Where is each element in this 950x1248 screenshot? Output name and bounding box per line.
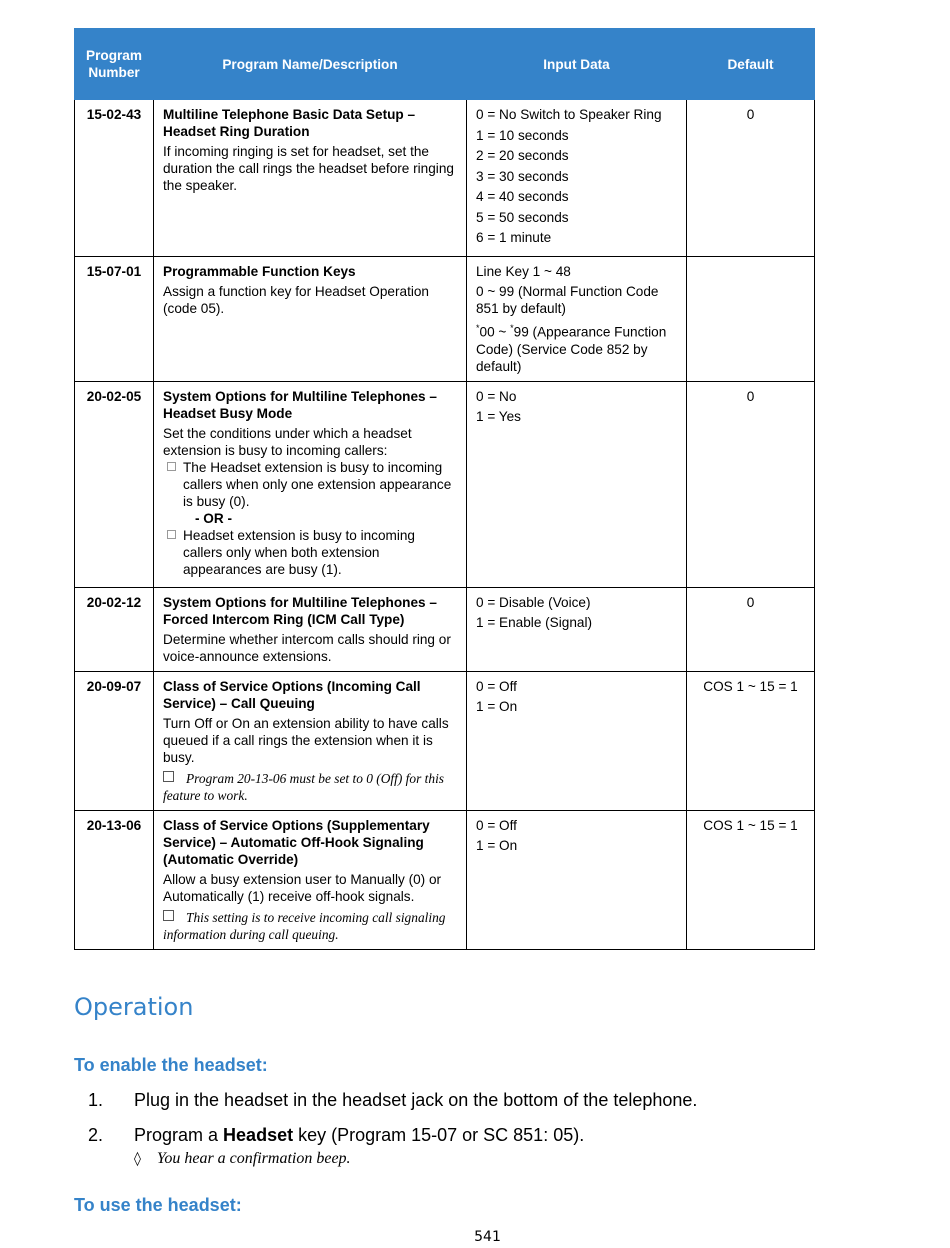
program-number: 20-02-05: [75, 381, 154, 587]
header-program-number: Program Number: [75, 29, 154, 100]
bullet-text: Headset extension is busy to incoming callers only when both extension appearances are busy (1).: [183, 527, 415, 577]
input-option: 1 = On: [476, 838, 518, 854]
program-description-cell: [154, 100, 467, 257]
header-default: Default: [687, 29, 815, 100]
input-option: 2 = 20 seconds: [476, 148, 569, 163]
step-number: 1.: [88, 1090, 104, 1110]
input-data-cell: [467, 587, 687, 671]
input-option: 3 = 30 seconds: [476, 168, 569, 184]
input-data-cell: [467, 381, 687, 587]
program-number: 20-02-12: [75, 587, 154, 671]
input-option-appearance: [476, 320, 677, 375]
note-icon: [163, 910, 174, 921]
input-option: 1 = Enable (Signal): [476, 615, 592, 631]
step-result: [134, 1150, 351, 1168]
input-option: 0 = Disable (Voice): [476, 594, 591, 610]
program-title: Multiline Telephone Basic Data Setup – Headset Ring Duration: [163, 107, 416, 139]
note: [163, 909, 457, 943]
header-input-data: Input Data: [467, 29, 687, 100]
step-text-part: Program a: [134, 1125, 224, 1145]
diamond-icon: ◊: [134, 1151, 141, 1167]
input-option-part: 00 ~: [479, 324, 511, 340]
result-text: You hear a confirmation beep.: [156, 1150, 351, 1167]
program-description: If incoming ringing is set for headset, set the duration the call rings the headset before ringing the speaker.: [163, 144, 454, 193]
program-description: Allow a busy extension user to Manually (0) or Automatically (1) receive off-hook signals.: [163, 871, 442, 904]
default-value: COS 1 ~ 15 = 1: [687, 810, 815, 949]
default-value: 0: [687, 100, 815, 257]
note: [163, 770, 457, 804]
input-option: 0 = No: [476, 388, 517, 404]
program-description-cell: [154, 256, 467, 381]
table-row: [75, 256, 815, 381]
bullet-item: [163, 459, 457, 510]
program-title: Class of Service Options (Incoming Call Service) – Call Queuing: [163, 678, 421, 711]
note-text: This setting is to receive incoming call signaling information during call queuing.: [163, 909, 446, 942]
input-option: Line Key 1 ~ 48: [476, 263, 571, 279]
program-description-cell: [154, 671, 467, 810]
bullet-item: [163, 527, 457, 578]
input-data-cell: [467, 810, 687, 949]
bullet-box-icon: [167, 530, 176, 539]
program-description-cell: [154, 587, 467, 671]
table-row: [75, 381, 815, 587]
input-option: 0 = No Switch to Speaker Ring: [476, 107, 662, 122]
table-row: [75, 671, 815, 810]
default-value: COS 1 ~ 15 = 1: [687, 671, 815, 810]
input-option-part: 99 (Appearance Function Code) (Service Code 852 by default): [476, 324, 667, 374]
step-keyword: Headset: [223, 1125, 294, 1145]
input-data-cell: [467, 671, 687, 810]
program-description: Determine whether intercom calls should ring or voice-announce extensions.: [163, 631, 451, 664]
subheading-use-headset: To use the headset:: [74, 1195, 242, 1215]
program-description-cell: [154, 381, 467, 587]
or-separator: - OR -: [195, 510, 232, 526]
program-description-cell: [154, 810, 467, 949]
superscript-star: *: [476, 323, 480, 333]
step-text: Plug in the headset in the headset jack on the bottom of the telephone.: [134, 1090, 698, 1110]
page-number: 541: [474, 1229, 501, 1245]
program-number: 15-07-01: [75, 256, 154, 381]
default-value: 0: [687, 381, 815, 587]
program-title: System Options for Multiline Telephones – Forced Intercom Ring (ICM Call Type): [163, 594, 437, 627]
program-title: System Options for Multiline Telephones – Headset Busy Mode: [163, 388, 437, 421]
program-number: 20-09-07: [75, 671, 154, 810]
program-table: [74, 28, 815, 950]
default-value: [687, 256, 815, 381]
subheading-enable-headset: To enable the headset:: [74, 1055, 268, 1075]
input-option: 1 = 10 seconds: [476, 127, 569, 143]
step-text: [134, 1125, 584, 1146]
bullet-text: The Headset extension is busy to incoming callers when only one extension appearance is busy (0).: [183, 459, 452, 509]
program-title: Programmable Function Keys: [163, 263, 356, 279]
note-text: Program 20-13-06 must be set to 0 (Off) for this feature to work.: [163, 770, 445, 803]
input-option: 4 = 40 seconds: [476, 189, 569, 204]
input-option: 6 = 1 minute: [476, 230, 552, 245]
program-number: 15-02-43: [75, 100, 154, 257]
note-icon: [163, 771, 174, 782]
program-description: Assign a function key for Headset Operation (code 05).: [163, 283, 429, 316]
input-option: 0 ~ 99 (Normal Function Code 851 by default): [476, 284, 659, 316]
step-number: 2.: [88, 1125, 104, 1145]
input-option: 1 = Yes: [476, 409, 521, 425]
input-option: 5 = 50 seconds: [476, 209, 569, 225]
superscript-star: *: [510, 323, 514, 333]
program-number: 20-13-06: [75, 810, 154, 949]
program-description: Turn Off or On an extension ability to have calls queued if a call rings the extension when it is busy.: [163, 715, 449, 765]
program-description: Set the conditions under which a headset extension is busy to incoming callers:: [163, 425, 412, 458]
input-option: 1 = On: [476, 699, 518, 715]
input-data-cell: [467, 100, 687, 257]
section-heading-operation: Operation: [74, 993, 194, 1021]
bullet-box-icon: [167, 462, 176, 471]
table-header-row: [75, 29, 815, 100]
program-title: Class of Service Options (Supplementary Service) – Automatic Off-Hook Signaling (Automatic Override): [163, 817, 430, 867]
table-row: [75, 587, 815, 671]
table-row: [75, 100, 815, 257]
input-option: 0 = Off: [476, 817, 517, 833]
step-text-part: key (Program 15-07 or SC 851: 05).: [293, 1125, 585, 1145]
default-value: 0: [687, 587, 815, 671]
header-program-name: Program Name/Description: [154, 29, 467, 100]
input-option: 0 = Off: [476, 678, 517, 694]
input-data-cell: [467, 256, 687, 381]
table-row: [75, 810, 815, 949]
